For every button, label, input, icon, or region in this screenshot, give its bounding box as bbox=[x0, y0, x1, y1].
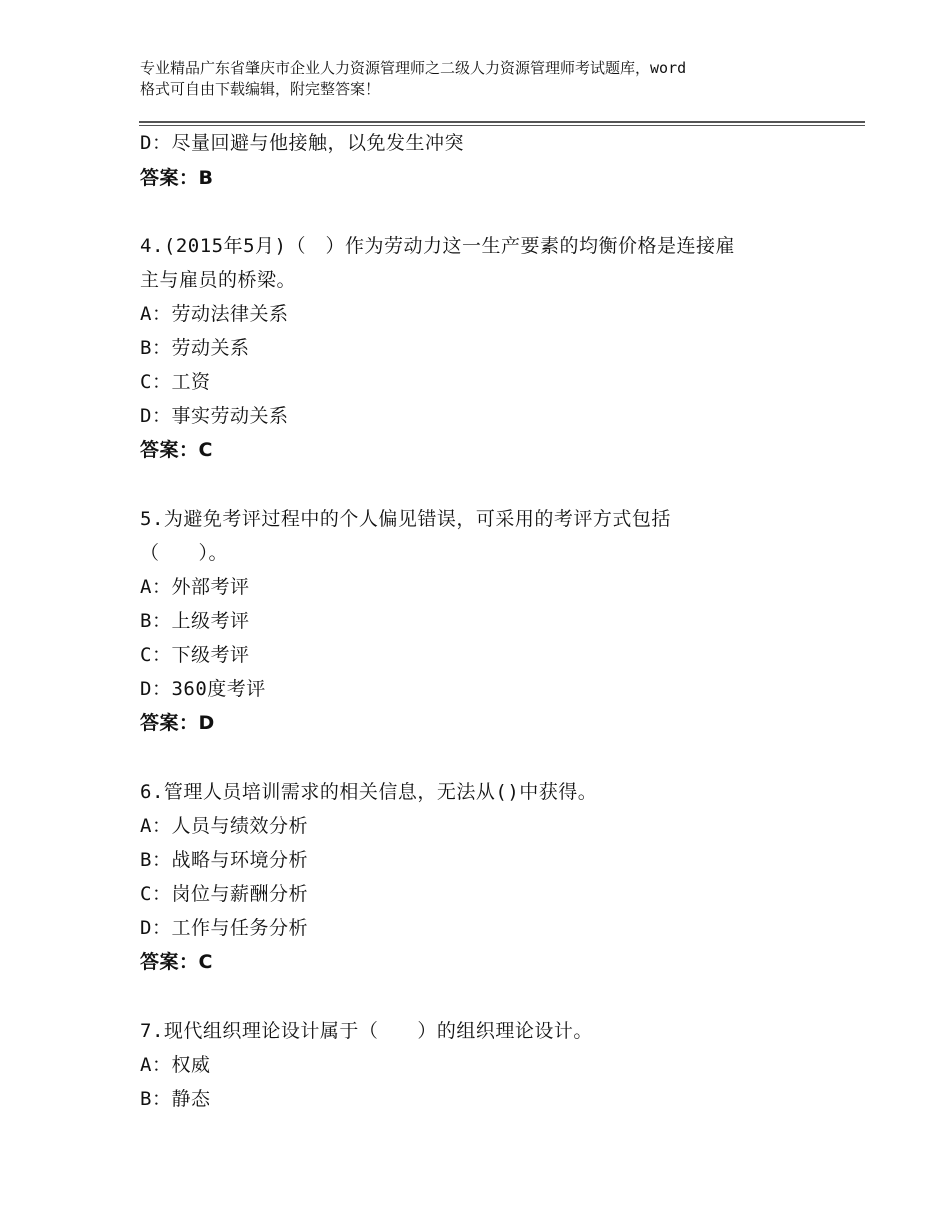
q4-option-d: D：事实劳动关系 bbox=[140, 405, 289, 427]
q4-answer: 答案：C bbox=[140, 439, 213, 461]
q5-option-b: B：上级考评 bbox=[140, 610, 250, 632]
q7-stem-line-1: 7.现代组织理论设计属于（ ）的组织理论设计。 bbox=[140, 1020, 593, 1042]
q6-answer: 答案：C bbox=[140, 951, 213, 973]
q7-option-b: B：静态 bbox=[140, 1088, 211, 1110]
q5-option-d: D：360度考评 bbox=[140, 678, 266, 700]
header-line-2: 格式可自由下载编辑，附完整答案！ bbox=[140, 80, 381, 98]
q4-stem-line-1: 4.(2015年5月)（ ）作为劳动力这一生产要素的均衡价格是连接雇 bbox=[140, 235, 735, 257]
q4-option-b: B：劳动关系 bbox=[140, 337, 250, 359]
q5-stem-line-2: （ ）。 bbox=[140, 542, 229, 564]
q4-stem-line-2: 主与雇员的桥梁。 bbox=[140, 269, 297, 291]
q5-stem-line-1: 5.为避免考评过程中的个人偏见错误，可采用的考评方式包括 bbox=[140, 508, 671, 530]
q6-option-d: D：工作与任务分析 bbox=[140, 917, 308, 939]
q6-option-c: C：岗位与薪酬分析 bbox=[140, 883, 308, 905]
q6-option-b: B：战略与环境分析 bbox=[140, 849, 308, 871]
header-rule-thick bbox=[139, 121, 865, 123]
q4-option-a: A：劳动法律关系 bbox=[140, 303, 289, 325]
q5-option-a: A：外部考评 bbox=[140, 576, 250, 598]
q6-stem-line-1: 6.管理人员培训需求的相关信息，无法从()中获得。 bbox=[140, 781, 598, 803]
q3-answer: 答案：B bbox=[140, 167, 214, 189]
q5-answer: 答案：D bbox=[140, 712, 215, 734]
q7-option-a: A：权威 bbox=[140, 1054, 211, 1076]
header-rule-thin bbox=[139, 125, 865, 126]
q4-option-c: C：工资 bbox=[140, 371, 211, 393]
document-header bbox=[140, 58, 840, 100]
header-line-1: 专业精品广东省肇庆市企业人力资源管理师之二级人力资源管理师考试题库，word bbox=[140, 59, 687, 77]
q3-option-d: D：尽量回避与他接触，以免发生冲突 bbox=[140, 132, 464, 154]
q5-option-c: C：下级考评 bbox=[140, 644, 250, 666]
q6-option-a: A：人员与绩效分析 bbox=[140, 815, 308, 837]
